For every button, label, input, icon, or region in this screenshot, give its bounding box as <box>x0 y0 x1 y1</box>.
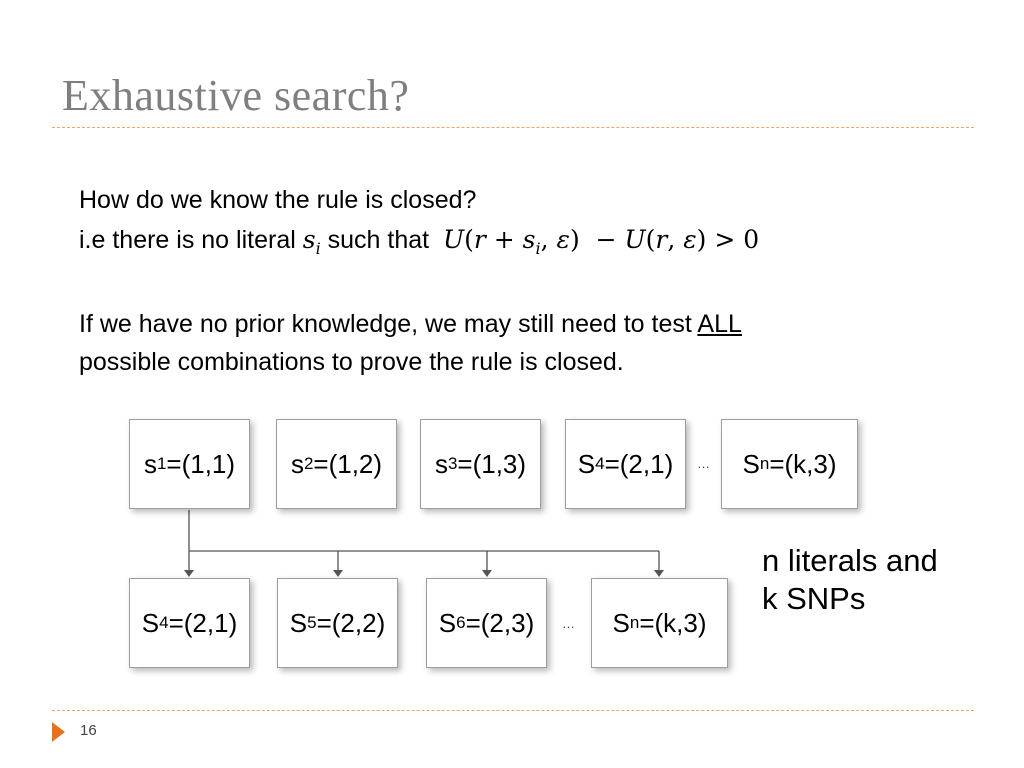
formula-U1: U <box>443 225 465 254</box>
literal-var-base: s <box>302 225 316 254</box>
arrowhead-1 <box>184 570 194 577</box>
literal-node-top-1 <box>129 419 250 509</box>
node-label-pre: s <box>434 448 448 479</box>
node-label-sub: n <box>629 613 640 632</box>
node-label-pre: S <box>438 607 457 638</box>
emphasis-all: ALL <box>697 310 742 338</box>
node-label-post: =(2,3) <box>465 607 535 638</box>
node-label-sub: 5 <box>307 613 317 632</box>
formula-minus: − <box>579 225 625 254</box>
literal-node-top-2 <box>276 419 397 509</box>
node-label-sub: 4 <box>159 613 169 632</box>
formula-gt: > <box>706 225 744 254</box>
literal-node-top-3 <box>420 419 541 509</box>
definition-prefix: i.e there is no literal <box>79 226 296 254</box>
node-label-sub: 1 <box>156 454 167 473</box>
formula-s-sub: i <box>535 239 541 258</box>
formula-r1: r <box>473 225 486 254</box>
node-label-post: =(k,3) <box>769 448 837 479</box>
node-label-post: =(2,2) <box>316 607 386 638</box>
node-label-pre: S <box>577 448 596 479</box>
arrowhead-2 <box>333 570 343 577</box>
formula-zero: 0 <box>743 225 760 254</box>
node-label-post: =(1,3) <box>457 448 527 479</box>
node-label-sub: 4 <box>595 454 605 473</box>
literal-node-bottom-n <box>591 578 728 668</box>
node-label-pre: S <box>612 607 630 638</box>
node-label-post: =(k,3) <box>639 607 707 638</box>
node-label-sub: 6 <box>456 613 466 632</box>
formula-eps2: ε <box>683 225 697 254</box>
formula-eps1: ε <box>556 225 570 254</box>
triangle-bullet-icon <box>52 722 65 742</box>
formula-open1: ( <box>464 225 474 254</box>
ellipsis-top: … <box>697 456 711 471</box>
formula-comma1: , <box>540 225 557 254</box>
literal-node-bottom-2 <box>277 578 398 668</box>
node-label-sub: 3 <box>447 454 458 473</box>
node-label-post: =(2,1) <box>168 607 238 638</box>
node-label-pre: s <box>290 448 304 479</box>
formula-comma2: , <box>667 225 684 254</box>
slide-title: Exhaustive search? <box>62 71 410 120</box>
definition-middle: such that <box>327 226 430 254</box>
literal-node-bottom-1 <box>129 578 250 668</box>
question-line: How do we know the rule is closed? <box>79 186 477 214</box>
side-note <box>762 542 938 618</box>
side-note-line-2: k SNPs <box>762 581 866 616</box>
literal-node-bottom-3 <box>426 578 547 668</box>
page-number: 16 <box>80 722 97 739</box>
formula-plus: + <box>485 225 523 254</box>
formula-r2: r <box>655 225 668 254</box>
formula-s: s <box>522 225 536 254</box>
ellipsis-bottom: … <box>562 616 576 631</box>
node-label-post: =(1,1) <box>166 448 236 479</box>
arrowhead-4 <box>654 570 664 577</box>
node-label-sub: 2 <box>303 454 314 473</box>
node-label-pre: s <box>143 448 157 479</box>
formula-U2: U <box>624 225 646 254</box>
node-label-pre: S <box>141 607 160 638</box>
literal-var-sub: i <box>315 239 321 258</box>
node-label-post: =(2,1) <box>604 448 674 479</box>
formula-open2: ( <box>645 225 656 254</box>
formula-close1: ) <box>569 225 580 254</box>
node-label-pre: S <box>742 448 760 479</box>
explanation-line-2: possible combinations to prove the rule is closed. <box>79 348 624 376</box>
side-note-line-1: n literals and <box>762 543 938 578</box>
literal-node-top-4 <box>565 419 686 509</box>
footer-divider <box>52 710 974 711</box>
formula-close2: ) <box>696 225 707 254</box>
node-label-sub: n <box>759 454 770 473</box>
explanation-text-1: If we have no prior knowledge, we may still need to test <box>79 310 692 338</box>
arrowhead-3 <box>482 570 492 577</box>
node-label-post: =(1,2) <box>313 448 383 479</box>
node-label-pre: S <box>289 607 308 638</box>
literal-node-top-n <box>721 419 858 509</box>
